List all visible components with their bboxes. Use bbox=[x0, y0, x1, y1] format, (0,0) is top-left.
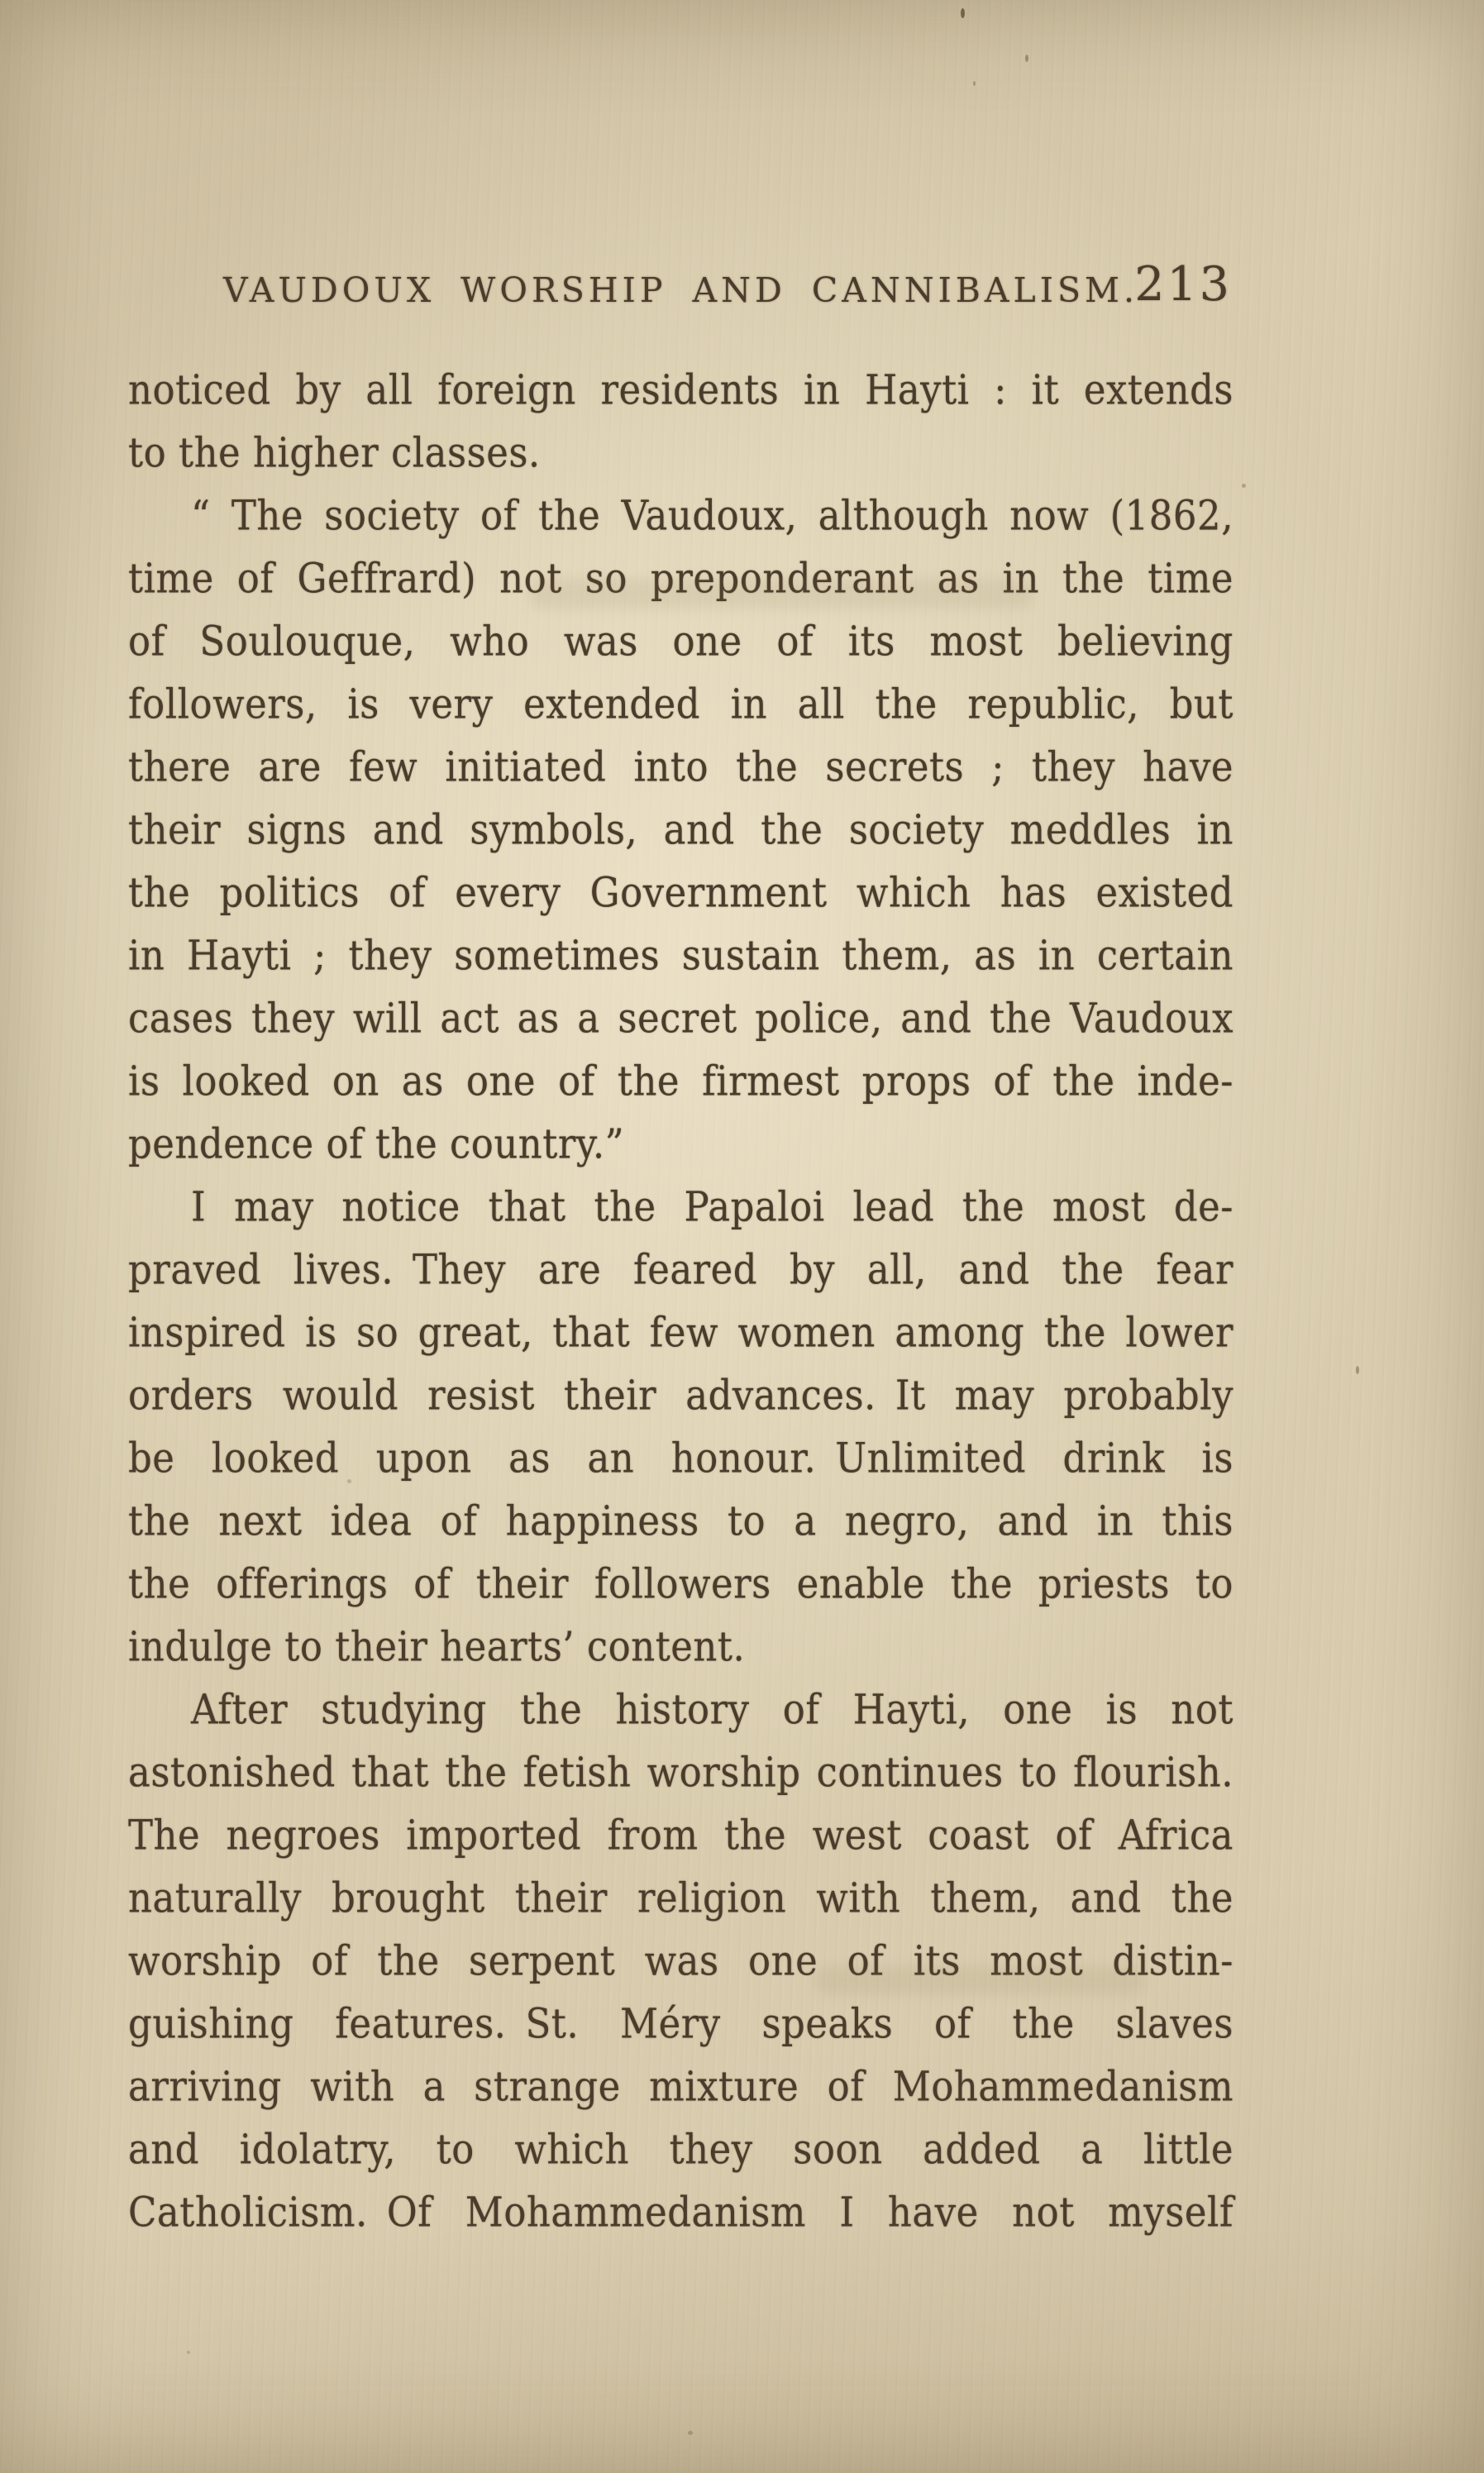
text-line: their signs and symbols, and the society meddles in bbox=[128, 805, 1233, 854]
text-line: in Hayti ; they sometimes sustain them, as in certain bbox=[128, 931, 1233, 980]
text-line: to the higher classes. bbox=[128, 428, 541, 477]
ink-showthrough-smudge bbox=[814, 1966, 1145, 1994]
text-line: the politics of every Government which has existed bbox=[128, 868, 1233, 917]
text-line: praved lives. They are feared by all, and the fear bbox=[128, 1245, 1233, 1294]
paper-speck bbox=[347, 1479, 351, 1483]
text-line: is looked on as one of the firmest props of the inde- bbox=[128, 1057, 1233, 1105]
text-line: orders would resist their advances. It may probably bbox=[128, 1371, 1233, 1420]
text-line: the next idea of happiness to a negro, and in this bbox=[128, 1497, 1233, 1545]
paper-speck bbox=[973, 81, 976, 86]
running-head-title: VAUDOUX WORSHIP AND CANNIBALISM. bbox=[222, 270, 1139, 310]
paper-speck bbox=[1025, 55, 1028, 62]
text-line: indulge to their hearts’ content. bbox=[128, 1622, 746, 1671]
paper-speck bbox=[1356, 1366, 1359, 1374]
paper-speck bbox=[961, 8, 965, 18]
text-line: of Soulouque, who was one of its most believing bbox=[128, 617, 1233, 666]
text-line: The negroes imported from the west coast of Africa bbox=[128, 1811, 1233, 1860]
text-line: the offerings of their followers enable the priests to bbox=[128, 1559, 1233, 1608]
text-line: noticed by all foreign residents in Hayti : it extends bbox=[128, 365, 1233, 414]
text-line: guishing features. St. Méry speaks of the slaves bbox=[128, 1999, 1233, 2048]
text-line: “ The society of the Vaudoux, although now (1862, bbox=[191, 491, 1233, 540]
text-line: there are few initiated into the secrets ; they have bbox=[128, 742, 1233, 791]
text-line: followers, is very extended in all the republic, but bbox=[128, 680, 1233, 728]
text-line: astonished that the fetish worship continues to flourish. bbox=[128, 1748, 1233, 1797]
ink-showthrough-smudge bbox=[529, 579, 1033, 609]
body-text-block bbox=[128, 359, 1233, 2244]
text-line: inspired is so great, that few women among the lower bbox=[128, 1308, 1233, 1357]
text-line: time of Geffrard) not so preponderant as in the time bbox=[128, 554, 1233, 603]
text-line: worship of the serpent was one of its most distin- bbox=[128, 1936, 1233, 1985]
paper-speck bbox=[1242, 484, 1246, 488]
running-head bbox=[128, 257, 1233, 319]
text-line: and idolatry, to which they soon added a little bbox=[128, 2125, 1233, 2174]
text-line: be looked upon as an honour. Unlimited drink is bbox=[128, 1434, 1233, 1482]
text-line: Catholicism. Of Mohammedanism I have not myself bbox=[128, 2188, 1233, 2237]
page-number: 213 bbox=[1134, 257, 1232, 312]
text-line: pendence of the country.” bbox=[128, 1120, 625, 1168]
paper-speck bbox=[187, 2351, 190, 2354]
text-line: After studying the history of Hayti, one is not bbox=[191, 1685, 1233, 1734]
text-line: cases they will act as a secret police, and the Vaudoux bbox=[128, 994, 1233, 1043]
text-line: I may notice that the Papaloi lead the most de- bbox=[191, 1182, 1233, 1231]
paper-speck bbox=[688, 2431, 693, 2435]
text-line: arriving with a strange mixture of Mohammedanism bbox=[128, 2062, 1233, 2111]
text-line: naturally brought their religion with them, and the bbox=[128, 1874, 1233, 1922]
